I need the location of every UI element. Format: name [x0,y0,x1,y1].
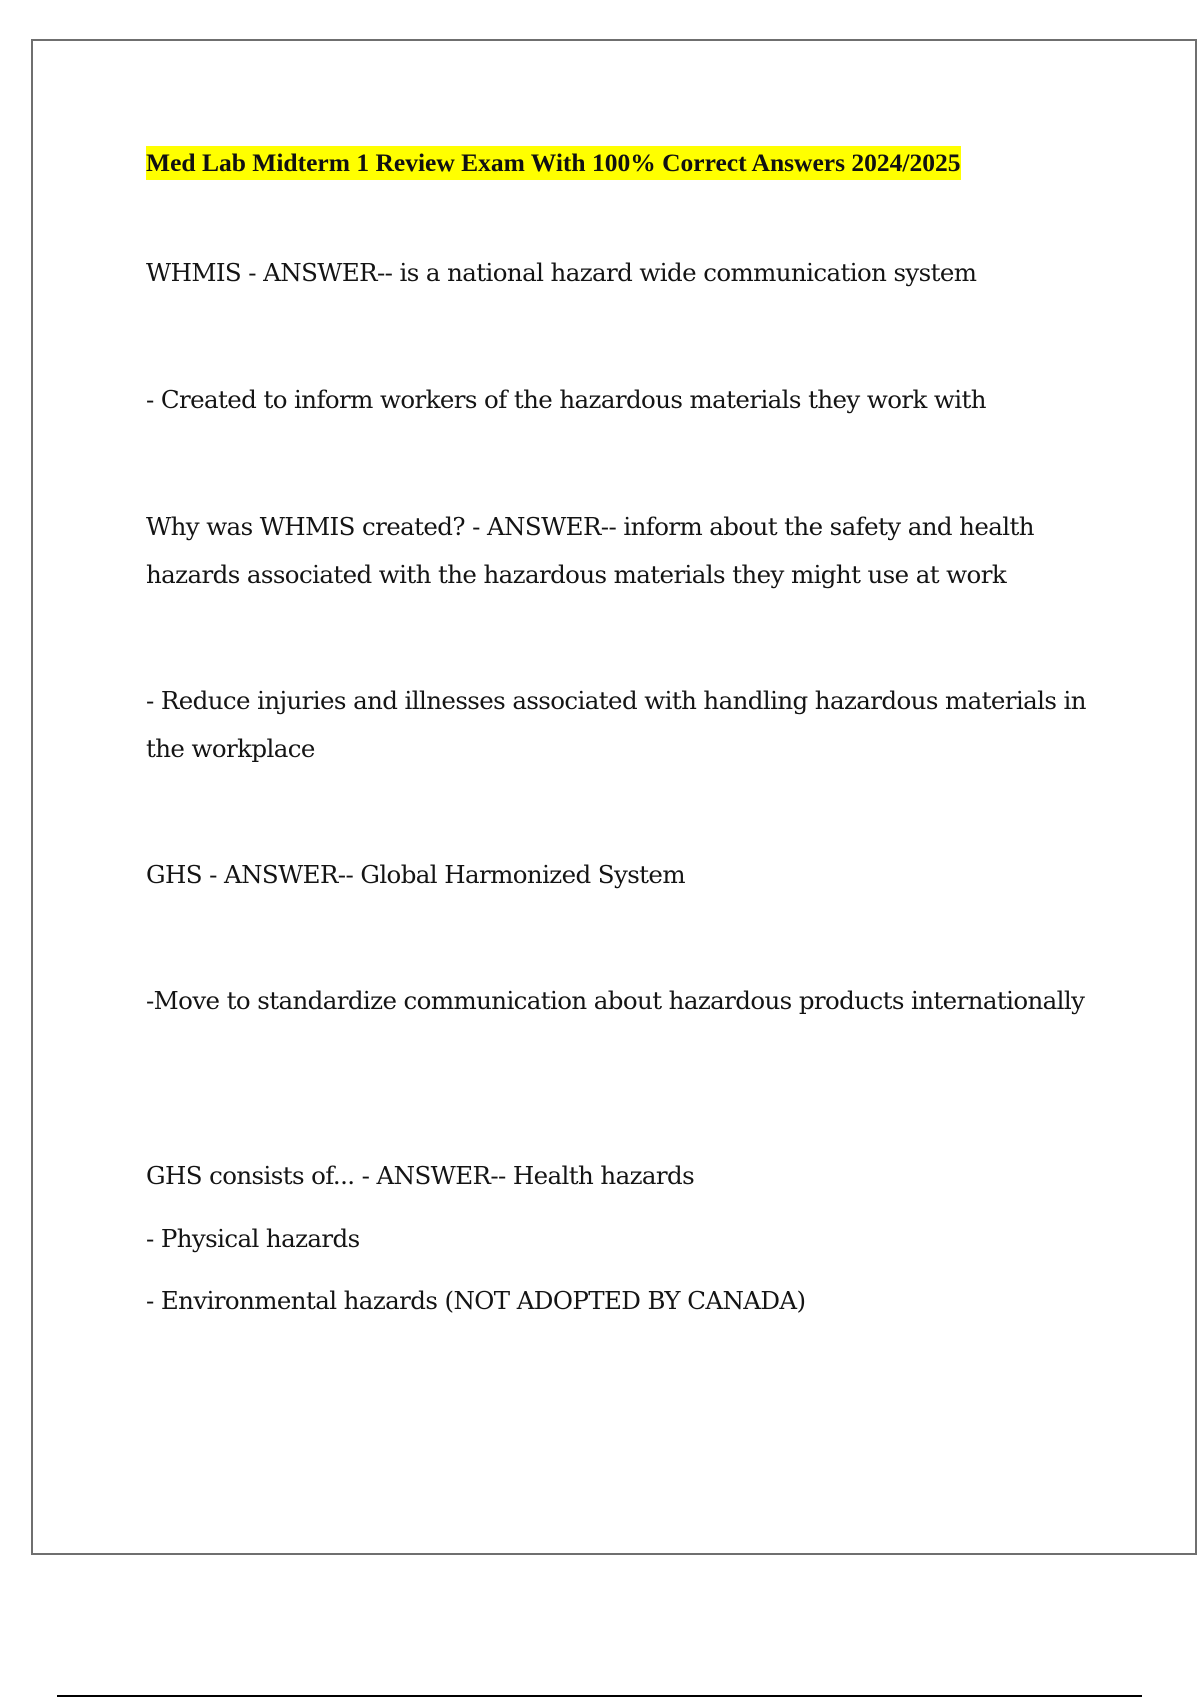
paragraph-whmis-purpose: - Created to inform workers of the hazardous materials they work with [146,385,986,414]
paragraph-ghs-standardize: -Move to standardize communication about hazardous products internationally [146,986,1085,1015]
paragraph-environmental-hazards: - Environmental hazards (NOT ADOPTED BY CANADA) [146,1286,806,1315]
paragraph-reduce-injuries: - Reduce injuries and illnesses associated with handling hazardous materials in the workplace [146,686,1086,763]
document-title: Med Lab Midterm 1 Review Exam With 100% Correct Answers 2024/2025 [146,146,961,180]
paragraph-why-whmis: Why was WHMIS created? - ANSWER-- inform about the safety and health hazards associated with the hazardous materials they might use at work [146,512,1034,589]
paragraph-physical-hazards: - Physical hazards [146,1224,360,1253]
paragraph-ghs-consists: GHS consists of... - ANSWER-- Health hazards [146,1161,695,1190]
paragraph-ghs-answer: GHS - ANSWER-- Global Harmonized System [146,860,685,889]
paragraph-whmis-answer: WHMIS - ANSWER-- is a national hazard wide communication system [146,258,977,287]
footer-rule [57,1695,1142,1697]
